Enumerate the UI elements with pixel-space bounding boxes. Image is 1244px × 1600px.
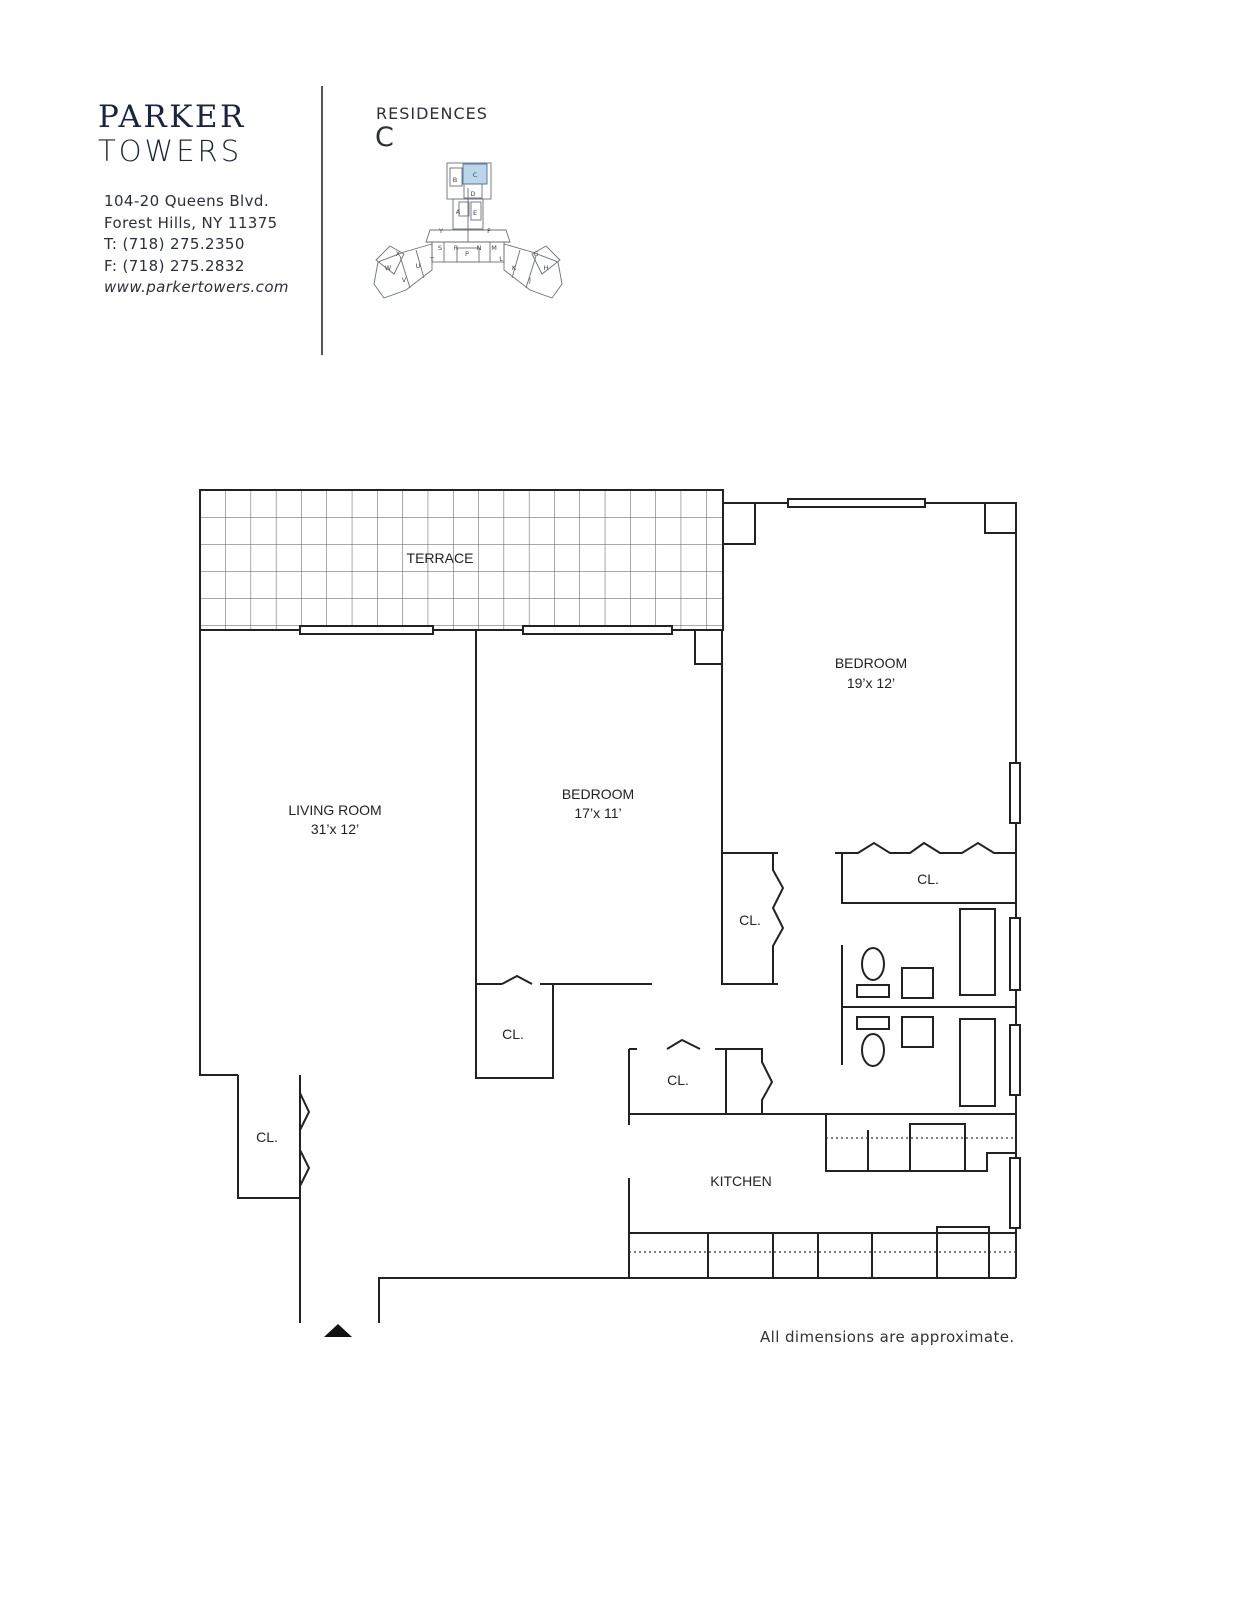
bedroom-1-label: BEDROOM (561, 786, 635, 802)
keyplan-letter: H (543, 264, 549, 272)
window (1010, 763, 1020, 823)
kitchen-upper-counter (826, 1114, 1016, 1171)
living-room-size: 31’x 12’ (310, 821, 360, 837)
east-wall (723, 490, 1016, 1278)
keyplan-letter: W (384, 264, 392, 272)
sink (902, 968, 933, 998)
column (723, 503, 755, 544)
toilet (862, 1034, 884, 1066)
partition-wall (722, 630, 778, 984)
toilet-tank (857, 1017, 889, 1029)
keyplan-letter: S (437, 244, 443, 252)
dimensions-note: All dimensions are approximate. (760, 1328, 1015, 1346)
bathtub (960, 909, 995, 995)
keyplan-letter: P (465, 250, 469, 258)
living-room-west-wall (200, 630, 238, 1075)
bathtub (960, 1019, 995, 1106)
closet-label: CL. (667, 1072, 689, 1088)
kitchen-label: KITCHEN (710, 1173, 772, 1189)
window (1010, 918, 1020, 990)
south-wall (379, 1278, 1016, 1323)
window (300, 626, 433, 634)
keyplan-letter: T (430, 256, 434, 264)
keyplan-letter: M (491, 244, 497, 252)
keyplan-letter: A (455, 208, 461, 216)
bedroom-2-size: 19’x 12’ (846, 675, 896, 691)
keyplan-letter: K (511, 264, 517, 272)
bedroom-2-label: BEDROOM (834, 655, 908, 671)
terrace-label: TERRACE (406, 550, 474, 566)
address-line-2: Forest Hills, NY 11375 (104, 214, 278, 232)
column (985, 503, 1016, 533)
kitchen-lower-counter (629, 1233, 1016, 1278)
keyplan-letter: E (472, 209, 478, 217)
address-line-1: 104-20 Queens Blvd. (104, 192, 269, 210)
keyplan-letter: G (533, 250, 539, 258)
entry-arrow-icon (324, 1324, 352, 1337)
bedroom-1-closet-door (476, 976, 553, 984)
logo-towers: TOWERS (98, 134, 243, 168)
residence-letter: C (375, 122, 394, 153)
keyplan-letter: Y (439, 227, 443, 235)
fax-number: F: (718) 275.2832 (104, 257, 245, 275)
keyplan-letter: C (472, 171, 478, 179)
toilet (862, 948, 884, 980)
phone-number: T: (718) 275.2350 (104, 235, 245, 253)
kitchen-appliance (910, 1124, 965, 1171)
closet-label: CL. (739, 912, 761, 928)
keyplan-letter: L (499, 255, 503, 263)
keyplan-letter: V (401, 276, 407, 284)
keyplan-letter: X (395, 250, 401, 258)
toilet-tank (857, 985, 889, 997)
closet-label: CL. (256, 1129, 278, 1145)
keyplan-letter: F (487, 227, 491, 235)
sink (902, 1017, 933, 1047)
website-link[interactable]: www.parkertowers.com (104, 278, 289, 296)
keyplan-letter: R (453, 244, 459, 252)
keyplan-letter: B (452, 176, 458, 184)
keyplan-letter: J (529, 276, 531, 284)
bedroom-1-size: 17’x 11’ (574, 805, 622, 821)
window (1010, 1158, 1020, 1228)
window (788, 499, 925, 507)
keyplan-letter: N (476, 244, 482, 252)
residence-label: RESIDENCES (376, 104, 488, 123)
closet-label: CL. (502, 1026, 524, 1042)
column (695, 630, 722, 664)
keyplan-letter: D (470, 190, 476, 198)
bedroom-1-west-wall (476, 630, 652, 1078)
logo-parker: PARKER (98, 99, 246, 135)
keyplan-letter: U (415, 262, 421, 270)
living-room-label: LIVING ROOM (288, 802, 382, 818)
closet-label: CL. (917, 871, 939, 887)
window (1010, 1025, 1020, 1095)
window (523, 626, 672, 634)
